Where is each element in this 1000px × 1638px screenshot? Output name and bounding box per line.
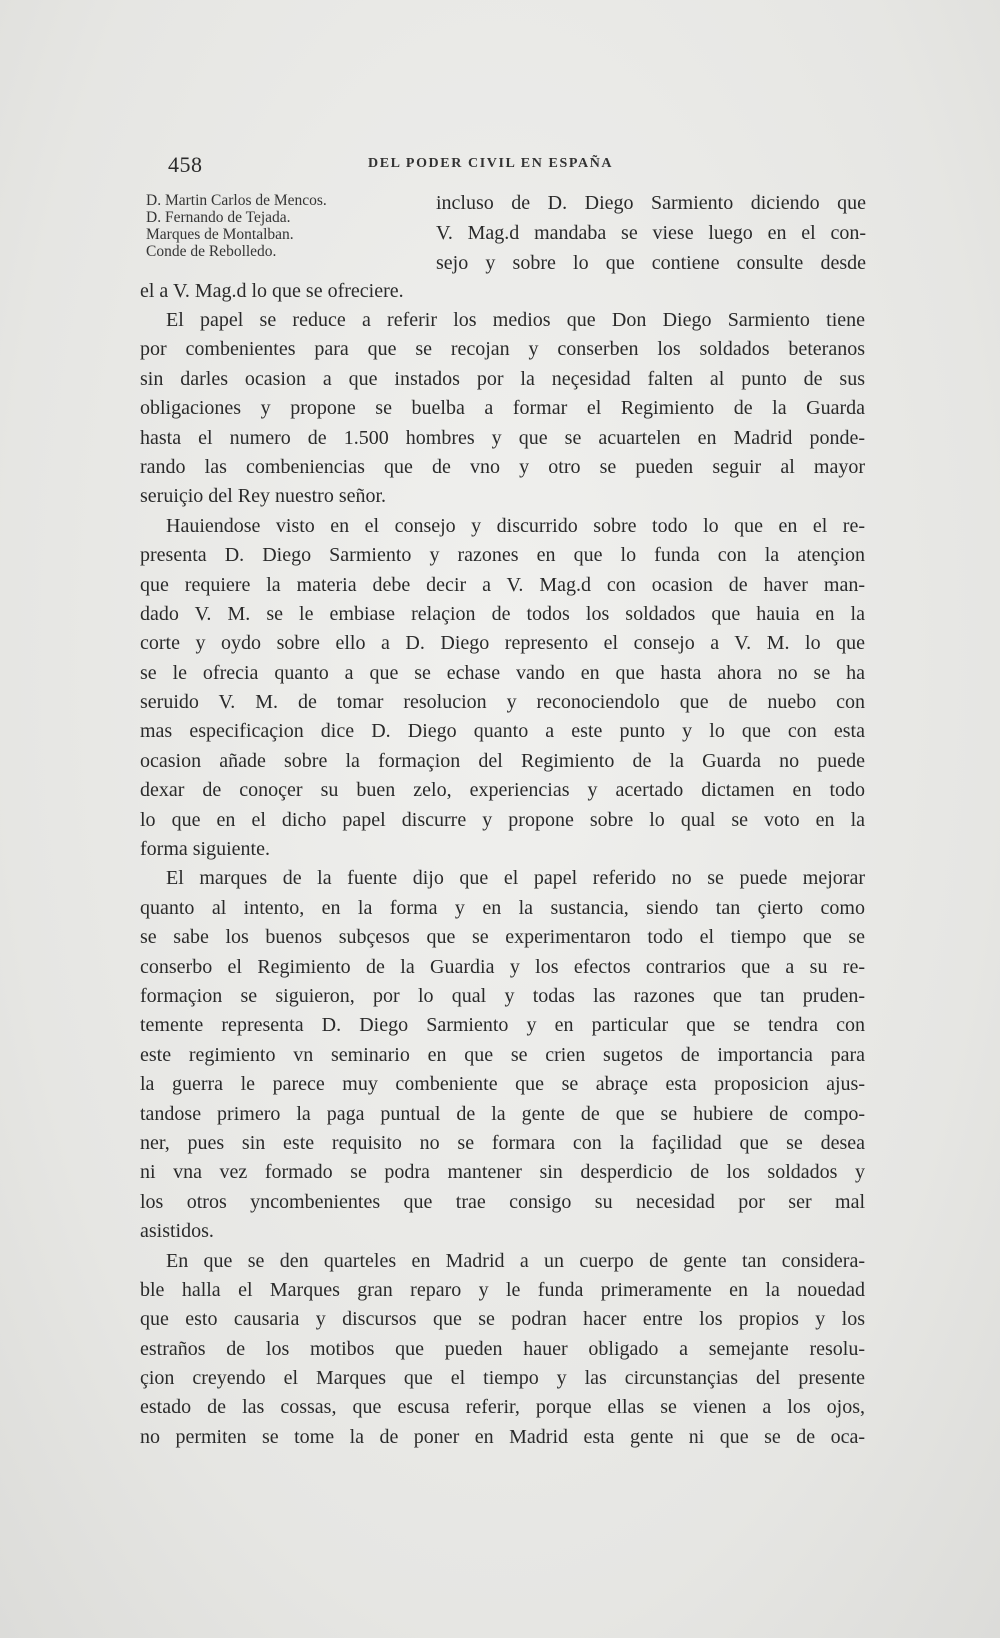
text-line: çion creyendo el Marques que el tiempo y las circunstançias del presente xyxy=(140,1367,865,1390)
text-line: rando las combeniencias que de vno y otro se pueden seguir al mayor xyxy=(140,455,865,478)
text-line: El papel se reduce a referir los medios que Don Diego Sarmiento tiene xyxy=(166,309,865,331)
text-line: V. Mag.d mandaba se viese luego en el con- xyxy=(436,222,866,244)
text-line: se le ofrecia quanto a que se echase vando en que hasta ahora no se ha xyxy=(140,661,865,684)
body-text xyxy=(140,306,865,1452)
running-head: DEL PODER CIVIL EN ESPAÑA xyxy=(368,156,614,171)
text-line: presenta D. Diego Sarmiento y razones en que lo funda con la atençion xyxy=(140,544,865,567)
paragraph-3 xyxy=(140,864,865,1246)
intro-text xyxy=(436,188,866,278)
text-line: Hauiendose visto en el consejo y discurrido sobre todo lo que en el re- xyxy=(166,514,865,537)
text-line: tandose primero la paga puntual de la gente de que se hubiere de compo- xyxy=(140,1102,865,1125)
text-line: ble halla el Marques gran reparo y le funda primeramente en la nouedad xyxy=(140,1278,865,1301)
text-line: incluso de D. Diego Sarmiento diciendo que xyxy=(436,192,866,214)
council-member-list xyxy=(146,192,436,260)
text-line: corte y oydo sobre ello a D. Diego represento el consejo a V. M. lo que xyxy=(140,632,865,655)
page-header xyxy=(168,152,868,178)
text-line: El marques de la fuente dijo que el papel referido no se puede mejorar xyxy=(166,867,865,890)
text-line: forma siguiente. xyxy=(140,838,270,861)
text-line: por combenientes para que se recojan y conserben los soldados beteranos xyxy=(140,338,865,361)
paragraph-1 xyxy=(140,306,865,512)
text-line: no permiten se tome la de poner en Madrid esta gente ni que se de oca- xyxy=(140,1425,865,1448)
text-line: este regimiento vn seminario en que se crien sugetos de importancia para xyxy=(140,1043,865,1066)
paragraph-2 xyxy=(140,512,865,865)
text-line: hasta el numero de 1.500 hombres y que se acuartelen en Madrid ponde- xyxy=(140,426,865,449)
text-line: mas especificaçion dice D. Diego quanto a este punto y lo que con esta xyxy=(140,720,865,743)
text-line: ner, pues sin este requisito no se formara con la façilidad que se desea xyxy=(140,1131,865,1154)
council-member: D. Fernando de Tejada. xyxy=(146,209,291,226)
text-line: ni vna vez formado se podra mantener sin desperdicio de los soldados y xyxy=(140,1161,865,1184)
text-line: sejo y sobre lo que contiene consulte desde xyxy=(436,252,866,274)
intro-block xyxy=(140,188,865,306)
text-line: seruido V. M. de tomar resolucion y reconociendolo que de nuebo con xyxy=(140,691,865,714)
council-member: Conde de Rebolledo. xyxy=(146,243,277,260)
text-line: estado de las cossas, que escusa referir, porque ellas se vienen a los ojos, xyxy=(140,1396,865,1419)
text-line: dexar de conoçer su buen zelo, experiencias y acertado dictamen en todo xyxy=(140,779,865,802)
intro-tail-line: el a V. Mag.d lo que se ofreciere. xyxy=(140,280,404,302)
council-member: Marques de Montalban. xyxy=(146,226,294,243)
text-line: que requiere la materia debe decir a V. Mag.d con ocasion de haver man- xyxy=(140,573,865,596)
text-line: lo que en el dicho papel discurre y propone sobre lo qual se voto en la xyxy=(140,808,865,831)
council-member: D. Martin Carlos de Mencos. xyxy=(146,192,327,209)
page-number: 458 xyxy=(168,152,203,177)
text-line: obligaciones y propone se buelba a formar el Regimiento de la Guarda xyxy=(140,397,865,420)
text-line: seruiçio del Rey nuestro señor. xyxy=(140,485,387,508)
text-line: los otros yncombenientes que trae consigo su necesidad por ser mal xyxy=(140,1190,865,1213)
text-line: que esto causaria y discursos que se podran hacer entre los propios y los xyxy=(140,1308,865,1331)
text-line: ocasion añade sobre la formaçion del Regimiento de la Guarda no puede xyxy=(140,749,865,772)
text-line: asistidos. xyxy=(140,1220,214,1243)
text-line: quanto al intento, en la forma y en la sustancia, siendo tan çierto como xyxy=(140,896,865,919)
text-line: la guerra le parece muy combeniente que se abraçe esta proposicion ajus- xyxy=(140,1073,865,1096)
text-line: sin darles ocasion a que instados por la neçesidad falten al punto de sus xyxy=(140,367,865,390)
text-line: En que se den quarteles en Madrid a un cuerpo de gente tan considera- xyxy=(166,1249,865,1272)
paragraph-4 xyxy=(140,1247,865,1453)
text-line: estraños de los motibos que pueden hauer obligado a semejante resolu- xyxy=(140,1337,865,1360)
text-line: conserbo el Regimiento de la Guardia y los efectos contrarios que a su re- xyxy=(140,955,865,978)
text-line: dado V. M. se le embiase relaçion de todos los soldados que hauia en la xyxy=(140,602,865,625)
text-line: se sabe los buenos subçesos que se experimentaron todo el tiempo que se xyxy=(140,926,865,949)
text-line: formaçion se siguieron, por lo qual y todas las razones que tan pruden- xyxy=(140,984,865,1007)
text-line: temente representa D. Diego Sarmiento y en particular que se tendra con xyxy=(140,1014,865,1037)
